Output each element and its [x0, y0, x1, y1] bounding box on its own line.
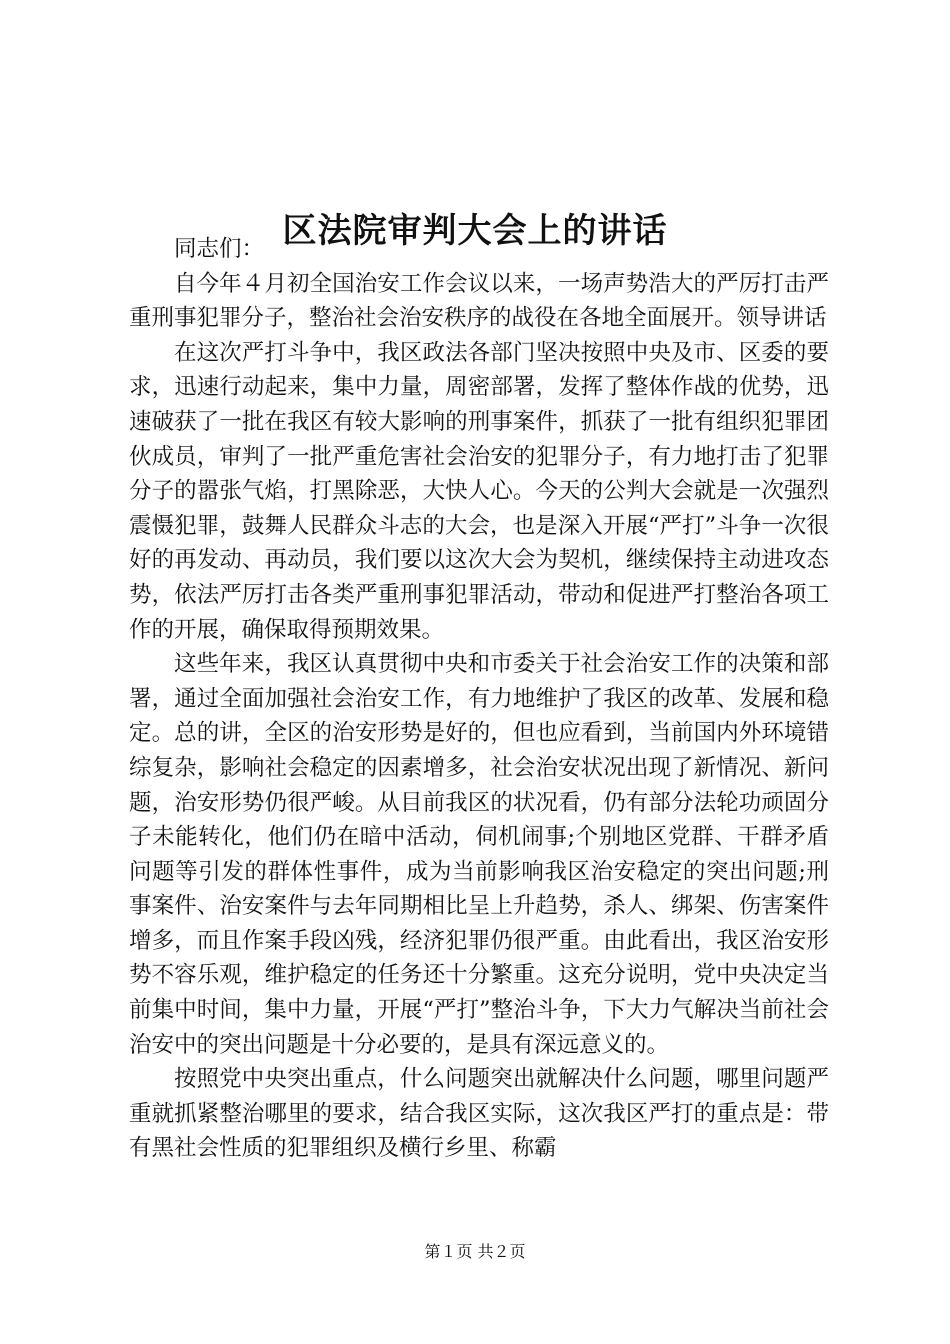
paragraph-2: 在这次严打斗争中，我区政法各部门坚决按照中央及市、区委的要求，迅速行动起来，集中力量，周密部署，发挥了整体作战的优势，迅速破获了一批在我区有较大影响的刑事案件，抓获了一批有组织犯罪团伙成员，审判了一批严重危害社会治安的犯罪分子，有力地打击了犯罪分子的嚣张气焰，打黑除恶，大快人心。今天的公判大会就是一次强烈震慑犯罪，鼓舞人民群众斗志的大会，也是深入开展“严打”斗争一次很好的再发动、再动员，我们要以这次大会为契机，继续保持主动进攻态势，依法严厉打击各类严重刑事犯罪活动，带动和促进严打整治各项工作的开展，确保取得预期效果。 [129, 339, 829, 643]
paragraph-1: 自今年４月初全国治安工作会议以来，一场声势浩大的严厉打击严重刑事犯罪分子，整治社会治安秩序的战役在各地全面展开。领导讲话 [129, 270, 829, 332]
page-number-footer: 第１页 共２页 [424, 1242, 526, 1261]
document-body [129, 232, 829, 1166]
paragraph-3: 这些年来，我区认真贯彻中央和市委关于社会治安工作的决策和部署，通过全面加强社会治安工作，有力地维护了我区的改革、发展和稳定。总的讲，全区的治安形势是好的，但也应看到，当前国内外环境错综复杂，影响社会稳定的因素增多，社会治安状况出现了新情况、新问题，治安形势仍很严峻。从目前我区的状况看，仍有部分法轮功顽固分子未能转化，他们仍在暗中活动，伺机闹事;个别地区党群、干群矛盾问题等引发的群体性事件，成为当前影响我区治安稳定的突出问题;刑事案件、治安案件与去年同期相比呈上升趋势，杀人、绑架、伤害案件增多，而且作案手段凶残，经济犯罪仍很严重。由此看出，我区治安形势不容乐观，维护稳定的任务还十分繁重。这充分说明，党中央决定当前集中时间，集中力量，开展“严打”整治斗争，下大力气解决当前社会治安中的突出问题是十分必要的，是具有深远意义的。 [129, 651, 829, 1058]
document-title: 区法院审判大会上的讲话 [282, 210, 668, 251]
paragraph-4: 按照党中央突出重点，什么问题突出就解决什么问题，哪里问题严重就抓紧整治哪里的要求，结合我区实际，这次我区严打的重点是：带有黑社会性质的犯罪组织及横行乡里、称霸 [129, 1066, 829, 1162]
salutation: 同志们： [174, 236, 265, 262]
